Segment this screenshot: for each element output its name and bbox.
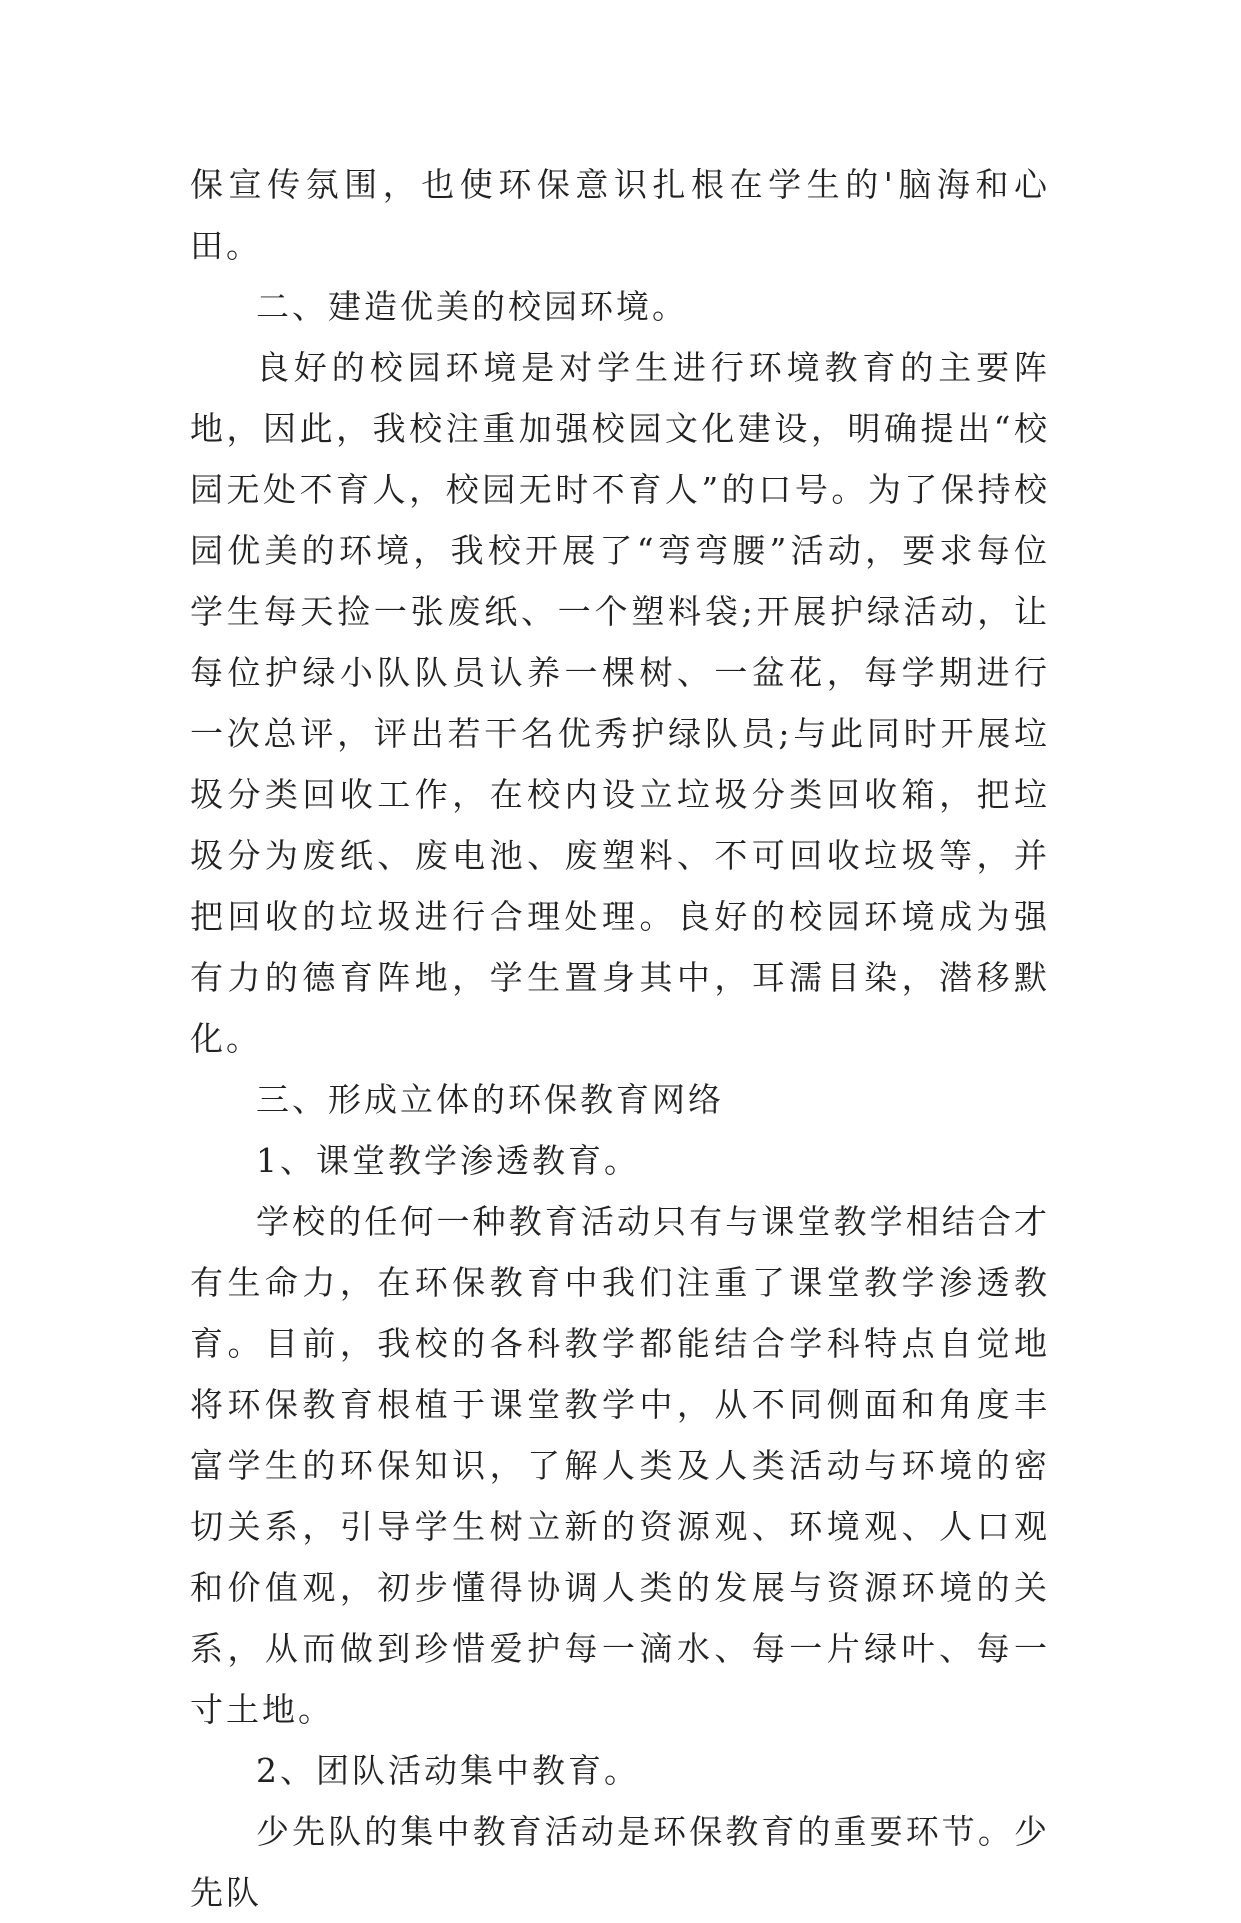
subheading-2: 2、团队活动集中教育。 bbox=[256, 1751, 640, 1790]
document-body bbox=[190, 154, 1050, 1923]
paragraph-campus-environment: 良好的校园环境是对学生进行环境教育的主要阵地，因此，我校注重加强校园文化建设，明确提出“校园无处不育人，校园无时不育人”的口号。为了保持校园优美的环境，我校开展了“弯弯腰”活动，要求每位学生每天捡一张废纸、一个塑料袋;开展护绿活动，让每位护绿小队队员认养一棵树、一盆花，每学期进行一次总评，评出若干名优秀护绿队员;与此同时开展垃圾分类回收工作，在校内设立垃圾分类回收箱，把垃圾分为废纸、废电池、废塑料、不可回收垃圾等，并把回收的垃圾进行合理处理。良好的校园环境成为强有力的德育阵地，学生置身其中，耳濡目染，潜移默化。 bbox=[190, 348, 1050, 1058]
section-heading-3: 三、形成立体的环保教育网络 bbox=[256, 1080, 724, 1119]
section-heading-2: 二、建造优美的校园环境。 bbox=[256, 287, 688, 326]
subheading-1: 1、课堂教学渗透教育。 bbox=[256, 1141, 640, 1180]
paragraph-young-pioneers: 少先队的集中教育活动是环保教育的重要环节。少先队 bbox=[190, 1812, 1050, 1912]
paragraph-continued: 保宣传氛围，也使环保意识扎根在学生的'脑海和心田。 bbox=[190, 165, 1050, 265]
paragraph-classroom-teaching: 学校的任何一种教育活动只有与课堂教学相结合才有生命力，在环保教育中我们注重了课堂教学渗透教育。目前，我校的各科教学都能结合学科特点自觉地将环保教育根植于课堂教学中，从不同侧面和角度丰富学生的环保知识，了解人类及人类活动与环境的密切关系，引导学生树立新的资源观、环境观、人口观和价值观，初步懂得协调人类的发展与资源环境的关系，从而做到珍惜爱护每一滴水、每一片绿叶、每一寸土地。 bbox=[190, 1202, 1050, 1729]
